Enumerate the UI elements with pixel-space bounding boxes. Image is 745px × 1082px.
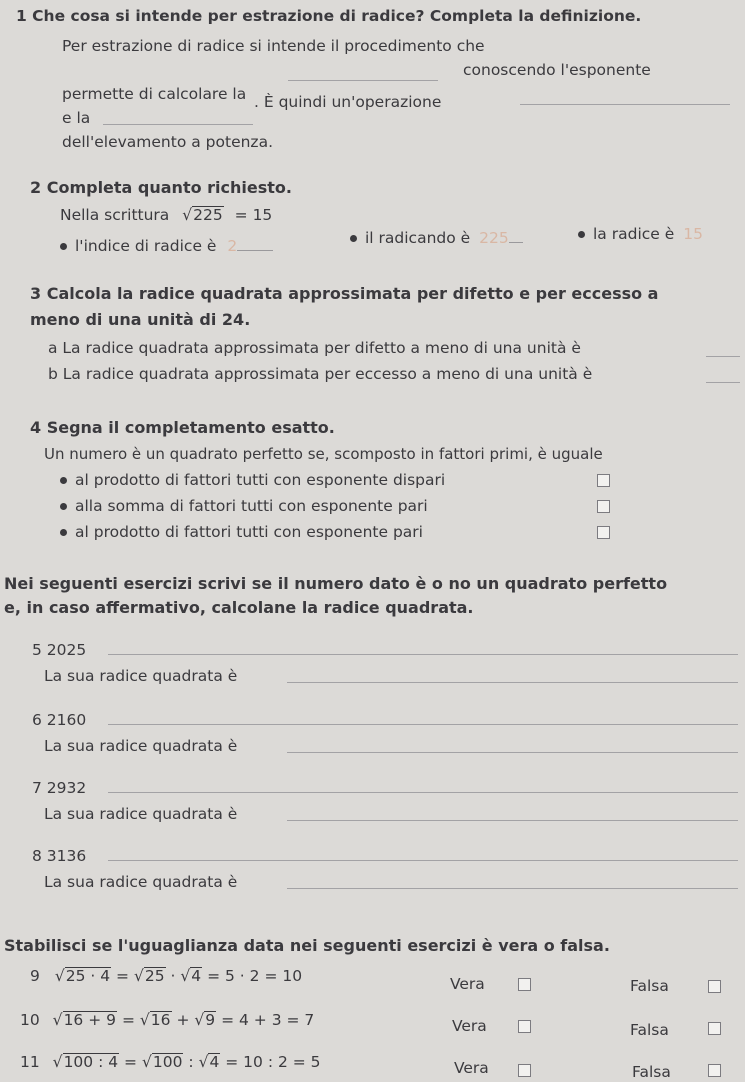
ex4-intro: Un numero è un quadrato perfetto se, scomposto in fattori primi, è uguale: [44, 445, 603, 463]
ex9-true-label: Vera: [450, 975, 485, 993]
ex10-radicand-3: 9: [205, 1011, 216, 1029]
ex3-title-1: 3 Calcola la radice quadrata approssimata per difetto e per eccesso a: [30, 284, 659, 303]
vf-title: Stabilisci se l'uguaglianza data nei seguenti esercizi è vera o falsa.: [4, 936, 610, 955]
ex2-b1-answer[interactable]: 2: [227, 237, 238, 255]
ex3-a: a La radice quadrata approssimata per difetto a meno di una unità è: [48, 339, 581, 357]
ex5-number: 5 2025: [32, 641, 87, 659]
ex10-equation: [20, 1010, 314, 1030]
sqrt-sign-icon: √: [141, 1053, 152, 1071]
ex10-false-label: Falsa: [630, 1021, 669, 1039]
ex1-line3b: . È quindi un'operazione: [254, 93, 442, 111]
sec-title-2: e, in caso affermativo, calcolane la radice quadrata.: [4, 598, 474, 617]
ex10-radicand-2: 16: [150, 1011, 171, 1029]
ex8-root-line[interactable]: [287, 888, 738, 889]
ex11-radicand-1: 100 : 4: [63, 1053, 119, 1071]
bullet-icon: [578, 231, 585, 238]
ex9-false-label: Falsa: [630, 977, 669, 995]
sqrt-sign-icon: √: [139, 1011, 150, 1029]
ex8-number: 8 3136: [32, 847, 87, 865]
ex8-root-label: La sua radice quadrata è: [44, 873, 238, 891]
ex4-opt1-label: al prodotto di fattori tutti con esponente dispari: [75, 471, 446, 489]
ex2-b3-answer[interactable]: 15: [683, 225, 703, 243]
ex10-eq: =: [121, 1011, 135, 1029]
ex1-line2a: permette di calcolare la: [62, 85, 247, 103]
ex9-op: ·: [170, 967, 176, 985]
ex7-root-label: La sua radice quadrata è: [44, 805, 238, 823]
ex4-option-1: [60, 470, 445, 490]
bullet-icon: [60, 477, 67, 484]
sqrt-sign-icon: √: [52, 1053, 63, 1071]
ex10-true-checkbox[interactable]: [518, 1020, 531, 1033]
ex6-root-label: La sua radice quadrata è: [44, 737, 238, 755]
bullet-icon: [60, 529, 67, 536]
sqrt-sign-icon: √: [198, 1053, 209, 1071]
ex11-radicand-3: 4: [209, 1053, 220, 1071]
ex9-radicand-3: 4: [191, 967, 202, 985]
ex9-false-checkbox[interactable]: [708, 980, 721, 993]
ex4-opt2-checkbox[interactable]: [597, 500, 610, 513]
sqrt-sign-icon: √: [133, 967, 144, 985]
ex4-opt3-label: al prodotto di fattori tutti con esponente pari: [75, 523, 423, 541]
ex2-b3-label: la radice è: [593, 225, 675, 243]
ex9-equation: [30, 966, 302, 986]
ex1-line4: dell'elevamento a potenza.: [62, 133, 273, 151]
ex2-b1-blank[interactable]: [237, 236, 273, 251]
ex8-answer-line[interactable]: [108, 860, 738, 861]
ex11-equation: [20, 1052, 321, 1072]
ex9-tail: = 5 · 2 = 10: [207, 967, 303, 985]
ex9-true-checkbox[interactable]: [518, 978, 531, 991]
ex4-opt1-checkbox[interactable]: [597, 474, 610, 487]
ex10-tail: = 4 + 3 = 7: [221, 1011, 315, 1029]
ex10-true-label: Vera: [452, 1017, 487, 1035]
ex9-radicand-2: 25: [144, 967, 165, 985]
ex2-title: 2 Completa quanto richiesto.: [30, 178, 292, 197]
ex1-blank-2[interactable]: [103, 124, 253, 125]
ex2-intro: Nella scrittura: [60, 206, 170, 224]
ex11-radicand-2: 100: [152, 1053, 183, 1071]
ex7-number: 7 2932: [32, 779, 87, 797]
ex1-line3a: e la: [62, 109, 91, 127]
ex6-answer-line[interactable]: [108, 724, 738, 725]
sec-title-1: Nei seguenti esercizi scrivi se il numero dato è o no un quadrato perfetto: [4, 574, 668, 593]
ex5-answer-line[interactable]: [108, 654, 738, 655]
ex1-blank-1[interactable]: [288, 80, 438, 81]
ex2-radicand: 225: [193, 206, 223, 224]
ex4-option-2: [60, 496, 428, 516]
ex4-title: 4 Segna il completamento esatto.: [30, 418, 335, 437]
ex3-a-blank[interactable]: [706, 356, 740, 357]
bullet-icon: [60, 243, 67, 250]
ex11-eq: =: [124, 1053, 138, 1071]
sqrt-sign-icon: √: [52, 1011, 63, 1029]
ex6-number: 6 2160: [32, 711, 87, 729]
ex10-false-checkbox[interactable]: [708, 1022, 721, 1035]
ex2-b2-blank[interactable]: [509, 228, 523, 243]
sqrt-sign-icon: √: [194, 1011, 205, 1029]
ex11-tail: = 10 : 2 = 5: [225, 1053, 321, 1071]
ex7-answer-line[interactable]: [108, 792, 738, 793]
ex9-eq: =: [116, 967, 130, 985]
ex4-opt3-checkbox[interactable]: [597, 526, 610, 539]
ex2-bullet1: [60, 236, 273, 256]
ex11-true-label: Vera: [454, 1059, 489, 1077]
ex10-number: 10: [20, 1011, 40, 1029]
ex10-op: +: [176, 1011, 190, 1029]
ex5-root-label: La sua radice quadrata è: [44, 667, 238, 685]
ex1-line2b: conoscendo l'esponente: [463, 61, 651, 79]
bullet-icon: [60, 503, 67, 510]
ex3-b-blank[interactable]: [706, 382, 740, 383]
ex11-false-checkbox[interactable]: [708, 1064, 721, 1077]
ex4-opt2-label: alla somma di fattori tutti con esponente pari: [75, 497, 428, 515]
ex2-bullet3: [578, 224, 703, 244]
ex1-blank-3[interactable]: [520, 104, 730, 105]
ex9-number: 9: [30, 967, 40, 985]
ex11-number: 11: [20, 1053, 40, 1071]
ex1-title: 1 Che cosa si intende per estrazione di radice? Completa la definizione.: [16, 7, 642, 25]
ex9-radicand-1: 25 · 4: [65, 967, 111, 985]
ex1-line1: Per estrazione di radice si intende il procedimento che: [62, 37, 485, 55]
ex2-b2-label: il radicando è: [365, 229, 471, 247]
ex3-b: b La radice quadrata approssimata per eccesso a meno di una unità è: [48, 365, 593, 383]
ex11-false-label: Falsa: [632, 1063, 671, 1081]
ex2-b2-answer[interactable]: 225: [479, 229, 509, 247]
sqrt-sign-icon: √: [182, 206, 193, 224]
sqrt-sign-icon: √: [54, 967, 65, 985]
ex7-root-line[interactable]: [287, 820, 738, 821]
ex3-title-2: meno di una unità di 24.: [30, 310, 251, 329]
ex2-intro-line: [60, 205, 272, 225]
ex2-b1-label: l'indice di radice è: [75, 237, 217, 255]
sqrt-sign-icon: √: [180, 967, 191, 985]
ex11-op: :: [188, 1053, 194, 1071]
ex5-root-line[interactable]: [287, 682, 738, 683]
ex6-root-line[interactable]: [287, 752, 738, 753]
ex2-result: = 15: [234, 206, 273, 224]
ex10-radicand-1: 16 + 9: [63, 1011, 116, 1029]
ex2-bullet2: [350, 228, 523, 248]
ex4-option-3: [60, 522, 423, 542]
ex11-true-checkbox[interactable]: [518, 1064, 531, 1077]
bullet-icon: [350, 235, 357, 242]
